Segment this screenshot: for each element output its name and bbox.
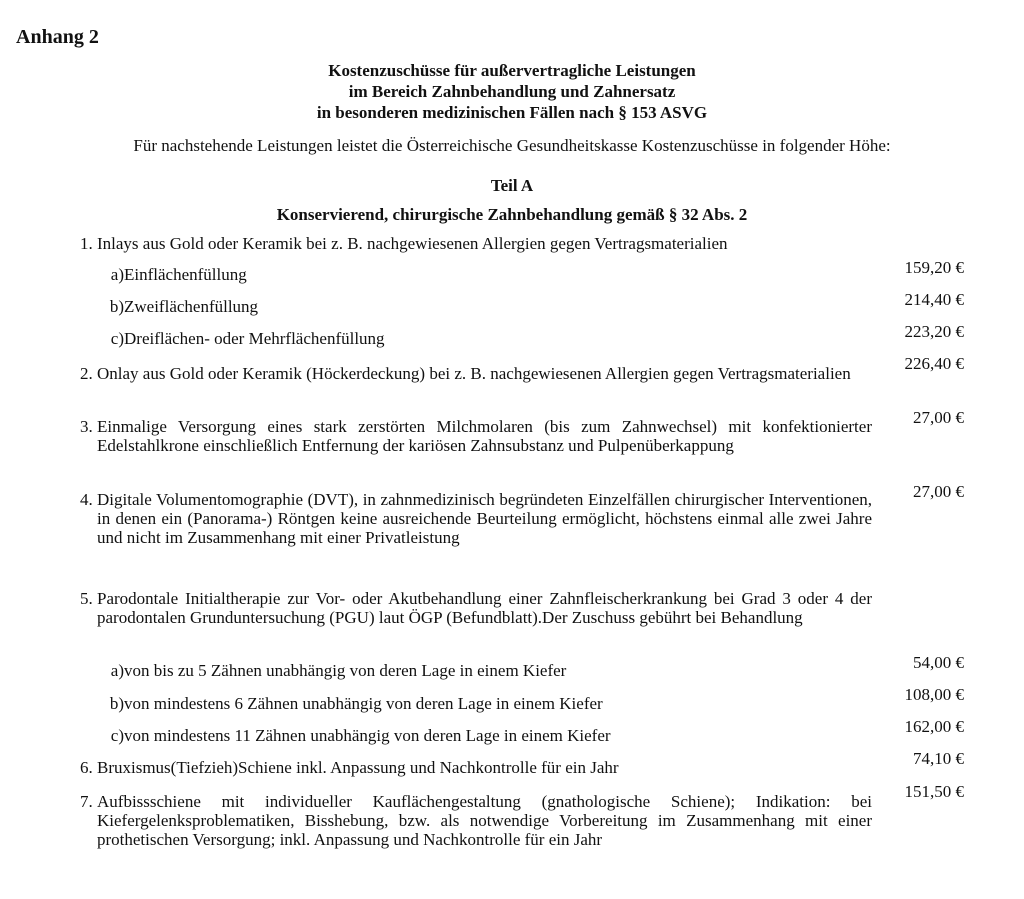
item-text: Digitale Volumentomographie (DVT), in zahnmedizinisch begründeten Einzelfällen chirurgischer Interventionen, in denen ein (Panorama-) Röntgen keine ausreichende Beurteilung ermöglicht, höchstens einmal alle zwei Jahre und nicht im Zusammenhang mit einer Privatleistung <box>97 490 872 547</box>
price-value: 151,50 € <box>904 782 964 801</box>
item-text: Parodontale Initialtherapie zur Vor- oder Akutbehandlung einer Zahnfleischerkrankung bei Grad 3 oder 4 der parodontalen Grunduntersuchung (PGU) laut ÖGP (Befundblatt).Der Zuschuss gebührt bei Behandlung <box>97 589 872 627</box>
item-number: 5. <box>80 589 93 608</box>
item-number: 6. <box>80 758 93 777</box>
price-value: 223,20 € <box>904 322 964 341</box>
intro-text: Für nachstehende Leistungen leistet die Österreichische Gesundheitskasse Kostenzuschüsse in folgender Höhe: <box>133 136 891 155</box>
document-heading <box>0 60 1024 123</box>
item-text: Aufbissschiene mit individueller Kauflächengestaltung (gnathologische Schiene); Indikation: bei Kiefergelenksproblematiken, Bisshebung, bzw. als notwendige Vorbereitung im Zusammenhang mit einer prothetischen Versorgung; inkl. Anpassung und Nachkontrolle für ein Jahr <box>97 792 872 849</box>
price-value: 108,00 € <box>904 685 964 704</box>
sub-item-letter: a) <box>110 265 124 284</box>
price-value: 74,10 € <box>913 749 964 768</box>
sub-item-letter: b) <box>109 694 124 713</box>
price-value: 27,00 € <box>913 482 964 501</box>
price-value: 159,20 € <box>904 258 964 277</box>
item-number: 7. <box>80 792 93 811</box>
price-value: 214,40 € <box>904 290 964 309</box>
sub-item-letter: b) <box>109 297 124 316</box>
price-value: 54,00 € <box>913 653 964 672</box>
heading-line-3: in besonderen medizinischen Fällen nach § 153 ASVG <box>316 103 708 122</box>
document-label: Anhang 2 <box>16 26 99 48</box>
item-number: 4. <box>80 490 93 509</box>
price-value: 162,00 € <box>904 717 964 736</box>
part-subtitle: Konservierend, chirurgische Zahnbehandlung gemäß § 32 Abs. 2 <box>276 205 748 224</box>
heading-line-2: im Bereich Zahnbehandlung und Zahnersatz <box>348 82 676 101</box>
item-text: Einmalige Versorgung eines stark zerstörten Milchmolaren (bis zum Zahnwechsel) mit konfektionierter Edelstahlkrone einschließlich Entfernung der kariösen Zahnsubstanz und Pulpenüberkappung <box>97 417 872 455</box>
part-title: Teil A <box>490 176 534 195</box>
sub-item-text: Einflächenfüllung <box>124 265 247 284</box>
sub-item-letter: a) <box>110 661 124 680</box>
item-number: 1. <box>80 234 93 253</box>
item-text: Inlays aus Gold oder Keramik bei z. B. nachgewiesenen Allergien gegen Vertragsmaterialien <box>97 234 728 253</box>
item-text: Bruxismus(Tiefzieh)Schiene inkl. Anpassung und Nachkontrolle für ein Jahr <box>97 758 619 777</box>
sub-item-text: von mindestens 6 Zähnen unabhängig von deren Lage in einem Kiefer <box>124 694 603 713</box>
heading-line-1: Kostenzuschüsse für außervertragliche Leistungen <box>328 61 696 80</box>
item-number: 3. <box>80 417 93 436</box>
item-number: 2. <box>80 364 93 383</box>
sub-item-letter: c) <box>110 329 124 348</box>
item-text: Onlay aus Gold oder Keramik (Höckerdeckung) bei z. B. nachgewiesenen Allergien gegen Vertragsmaterialien <box>97 364 851 383</box>
sub-item-text: Dreiflächen- oder Mehrflächenfüllung <box>124 329 385 348</box>
sub-item-text: von mindestens 11 Zähnen unabhängig von deren Lage in einem Kiefer <box>124 726 611 745</box>
sub-item-letter: c) <box>110 726 124 745</box>
sub-item-text: Zweiflächenfüllung <box>124 297 259 316</box>
price-value: 27,00 € <box>913 408 964 427</box>
sub-item-text: von bis zu 5 Zähnen unabhängig von deren Lage in einem Kiefer <box>124 661 567 680</box>
price-value: 226,40 € <box>904 354 964 373</box>
